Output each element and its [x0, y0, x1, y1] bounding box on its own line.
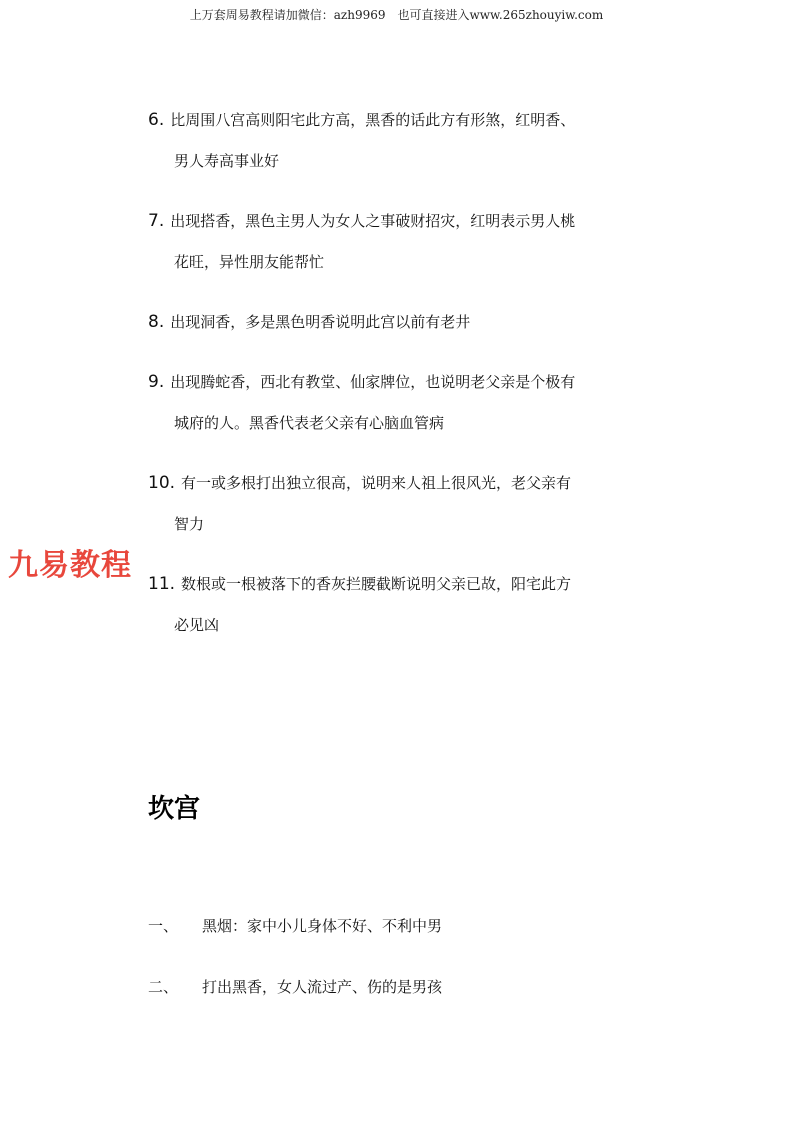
- sub-item-2: [148, 971, 708, 1003]
- item-line2: 智力: [174, 515, 205, 533]
- list-item-10: [148, 463, 688, 545]
- numbered-list: [148, 100, 688, 665]
- list-item-6: [148, 100, 688, 182]
- header-note: 上万套周易教程请加微信：azh9969 也可直接进入www.265zhouyiw.com: [189, 8, 604, 22]
- item-line2: 城府的人。黑香代表老父亲有心脑血管病: [174, 414, 445, 432]
- watermark-logo: 九易教程: [8, 548, 132, 583]
- item-number: 7.: [148, 211, 165, 231]
- item-line1: 有一或多根打出独立很高，说明来人祖上很风光，老父亲有: [181, 474, 572, 492]
- list-item-7: [148, 201, 688, 283]
- item-line1: 比周围八宫高则阳宅此方高，黑香的话此方有形煞，红明香、: [170, 111, 576, 129]
- item-line2: 必见凶: [174, 616, 220, 634]
- item-line2: 男人寿高事业好: [174, 152, 280, 170]
- item-line1: 数根或一根被落下的香灰拦腰截断说明父亲已故，阳宅此方: [181, 575, 572, 593]
- sub-item-1: [148, 910, 708, 942]
- item-number: 10.: [148, 473, 176, 493]
- sub-list: [148, 910, 708, 1032]
- item-number: 11.: [148, 574, 176, 594]
- sub-item-marker: 一、: [148, 917, 179, 935]
- sub-item-text: 打出黑香，女人流过产、伤的是男孩: [202, 978, 443, 996]
- item-line2: 花旺，异性朋友能帮忙: [174, 253, 325, 271]
- sub-item-marker: 二、: [148, 978, 179, 996]
- sub-item-text: 黑烟：家中小儿身体不好、不利中男: [202, 917, 443, 935]
- item-line1: 出现洞香，多是黑色明香说明此宫以前有老井: [170, 313, 471, 331]
- section-title: 坎宫: [148, 794, 201, 824]
- list-item-11: [148, 564, 688, 646]
- item-line1: 出现搭香，黑色主男人为女人之事破财招灾，红明表示男人桃: [170, 212, 576, 230]
- item-line1: 出现腾蛇香，西北有教堂、仙家牌位，也说明老父亲是个极有: [170, 373, 576, 391]
- list-item-9: [148, 362, 688, 444]
- list-item-8: [148, 302, 688, 343]
- item-number: 9.: [148, 372, 165, 392]
- item-number: 6.: [148, 110, 165, 130]
- item-number: 8.: [148, 312, 165, 332]
